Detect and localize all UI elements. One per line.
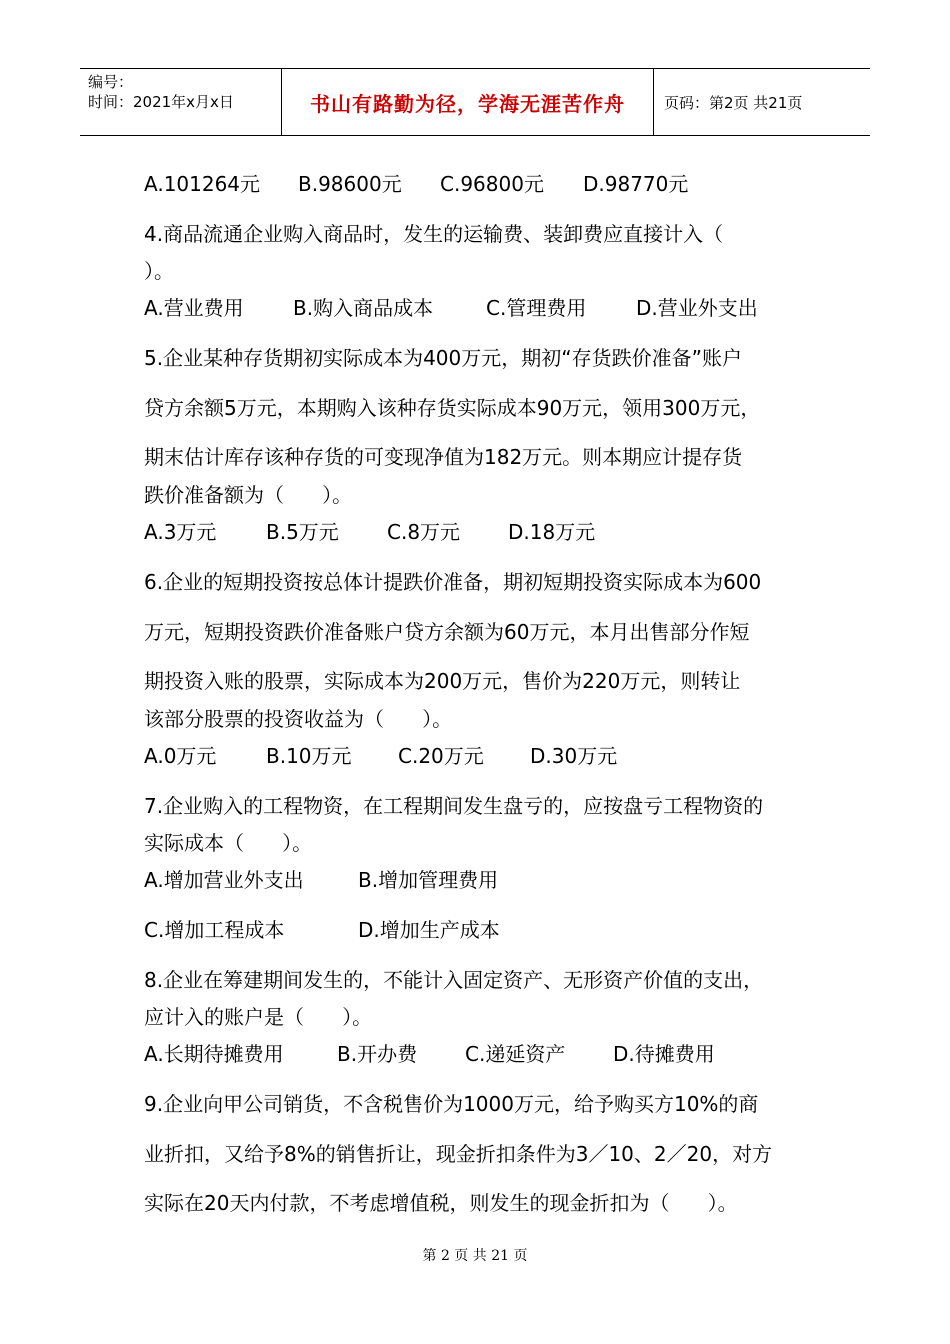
q8-option-a: A.长期待摊费用 — [144, 1042, 284, 1066]
q3-option-d: D.98770元 — [583, 172, 689, 196]
q7-line-2: 实际成本（ ）。 — [144, 831, 313, 855]
serial-label: 编号： — [88, 73, 134, 91]
q5-option-b: B.5万元 — [266, 520, 339, 544]
q5-option-a: A.3万元 — [144, 520, 217, 544]
q4-option-c: C.管理费用 — [486, 296, 587, 320]
q5-line-4: 跌价准备额为（ ）。 — [144, 483, 353, 507]
q6-option-b: B.10万元 — [266, 744, 352, 768]
q6-line-3: 期投资入账的股票，实际成本为200万元，售价为220万元，则转让 — [144, 669, 741, 693]
header-motto: 书山有路勤为径，学海无涯苦作舟 — [282, 69, 654, 135]
q6-option-d: D.30万元 — [530, 744, 618, 768]
q8-line-1: 8.企业在筹建期间发生的，不能计入固定资产、无形资产价值的支出， — [144, 968, 764, 992]
time-label: 时间：2021年x月x日 — [88, 93, 234, 111]
q8-option-b: B.开办费 — [337, 1042, 418, 1066]
q5-option-c: C.8万元 — [387, 520, 461, 544]
q4-line-1: 4.商品流通企业购入商品时，发生的运输费、装卸费应直接计入（ — [144, 222, 724, 246]
header-table — [80, 68, 870, 136]
q6-option-a: A.0万元 — [144, 744, 217, 768]
q6-option-c: C.20万元 — [398, 744, 484, 768]
q9-line-3: 实际在20天内付款，不考虑增值税，则发生的现金折扣为（ ）。 — [144, 1191, 738, 1215]
q4-option-a: A.营业费用 — [144, 296, 244, 320]
q6-line-2: 万元，短期投资跌价准备账户贷方余额为60万元，本月出售部分作短 — [144, 620, 750, 644]
q8-line-2: 应计入的账户是（ ）。 — [144, 1005, 373, 1029]
q7-option-d: D.增加生产成本 — [358, 918, 500, 942]
q9-line-2: 业折扣，又给予8%的销售折让，现金折扣条件为3／10、2／20，对方 — [144, 1142, 773, 1166]
q5-line-1: 5.企业某种存货期初实际成本为400万元，期初“存货跌价准备”账户 — [144, 346, 742, 370]
q4-option-b: B.购入商品成本 — [293, 296, 434, 320]
q7-option-a: A.增加营业外支出 — [144, 868, 304, 892]
q6-line-4: 该部分股票的投资收益为（ ）。 — [144, 707, 453, 731]
q3-option-b: B.98600元 — [298, 172, 402, 196]
q8-option-d: D.待摊费用 — [613, 1042, 715, 1066]
q6-line-1: 6.企业的短期投资按总体计提跌价准备，期初短期投资实际成本为600 — [144, 570, 762, 594]
q4-line-2: ）。 — [144, 259, 174, 283]
q5-line-2: 贷方余额5万元，本期购入该种存货实际成本90万元，领用300万元， — [144, 396, 761, 420]
q7-option-b: B.增加管理费用 — [358, 868, 499, 892]
q4-option-d: D.营业外支出 — [636, 296, 758, 320]
q9-line-1: 9.企业向甲公司销货，不含税售价为1000万元，给予购买方10%的商 — [144, 1092, 759, 1116]
q7-line-1: 7.企业购入的工程物资，在工程期间发生盘亏的，应按盘亏工程物资的 — [144, 794, 764, 818]
q3-option-a: A.101264元 — [144, 172, 261, 196]
q5-option-d: D.18万元 — [508, 520, 596, 544]
page-footer: 第 2 页 共 21 页 — [422, 1248, 528, 1264]
header-page-info: 页码：第2页 共21页 — [664, 93, 803, 112]
q7-option-c: C.增加工程成本 — [144, 918, 285, 942]
header-info-cell — [80, 69, 282, 135]
q5-line-3: 期末估计库存该种存货的可变现净值为182万元。则本期应计提存货 — [144, 445, 743, 469]
q3-option-c: C.96800元 — [440, 172, 544, 196]
q8-option-c: C.递延资产 — [465, 1042, 566, 1066]
